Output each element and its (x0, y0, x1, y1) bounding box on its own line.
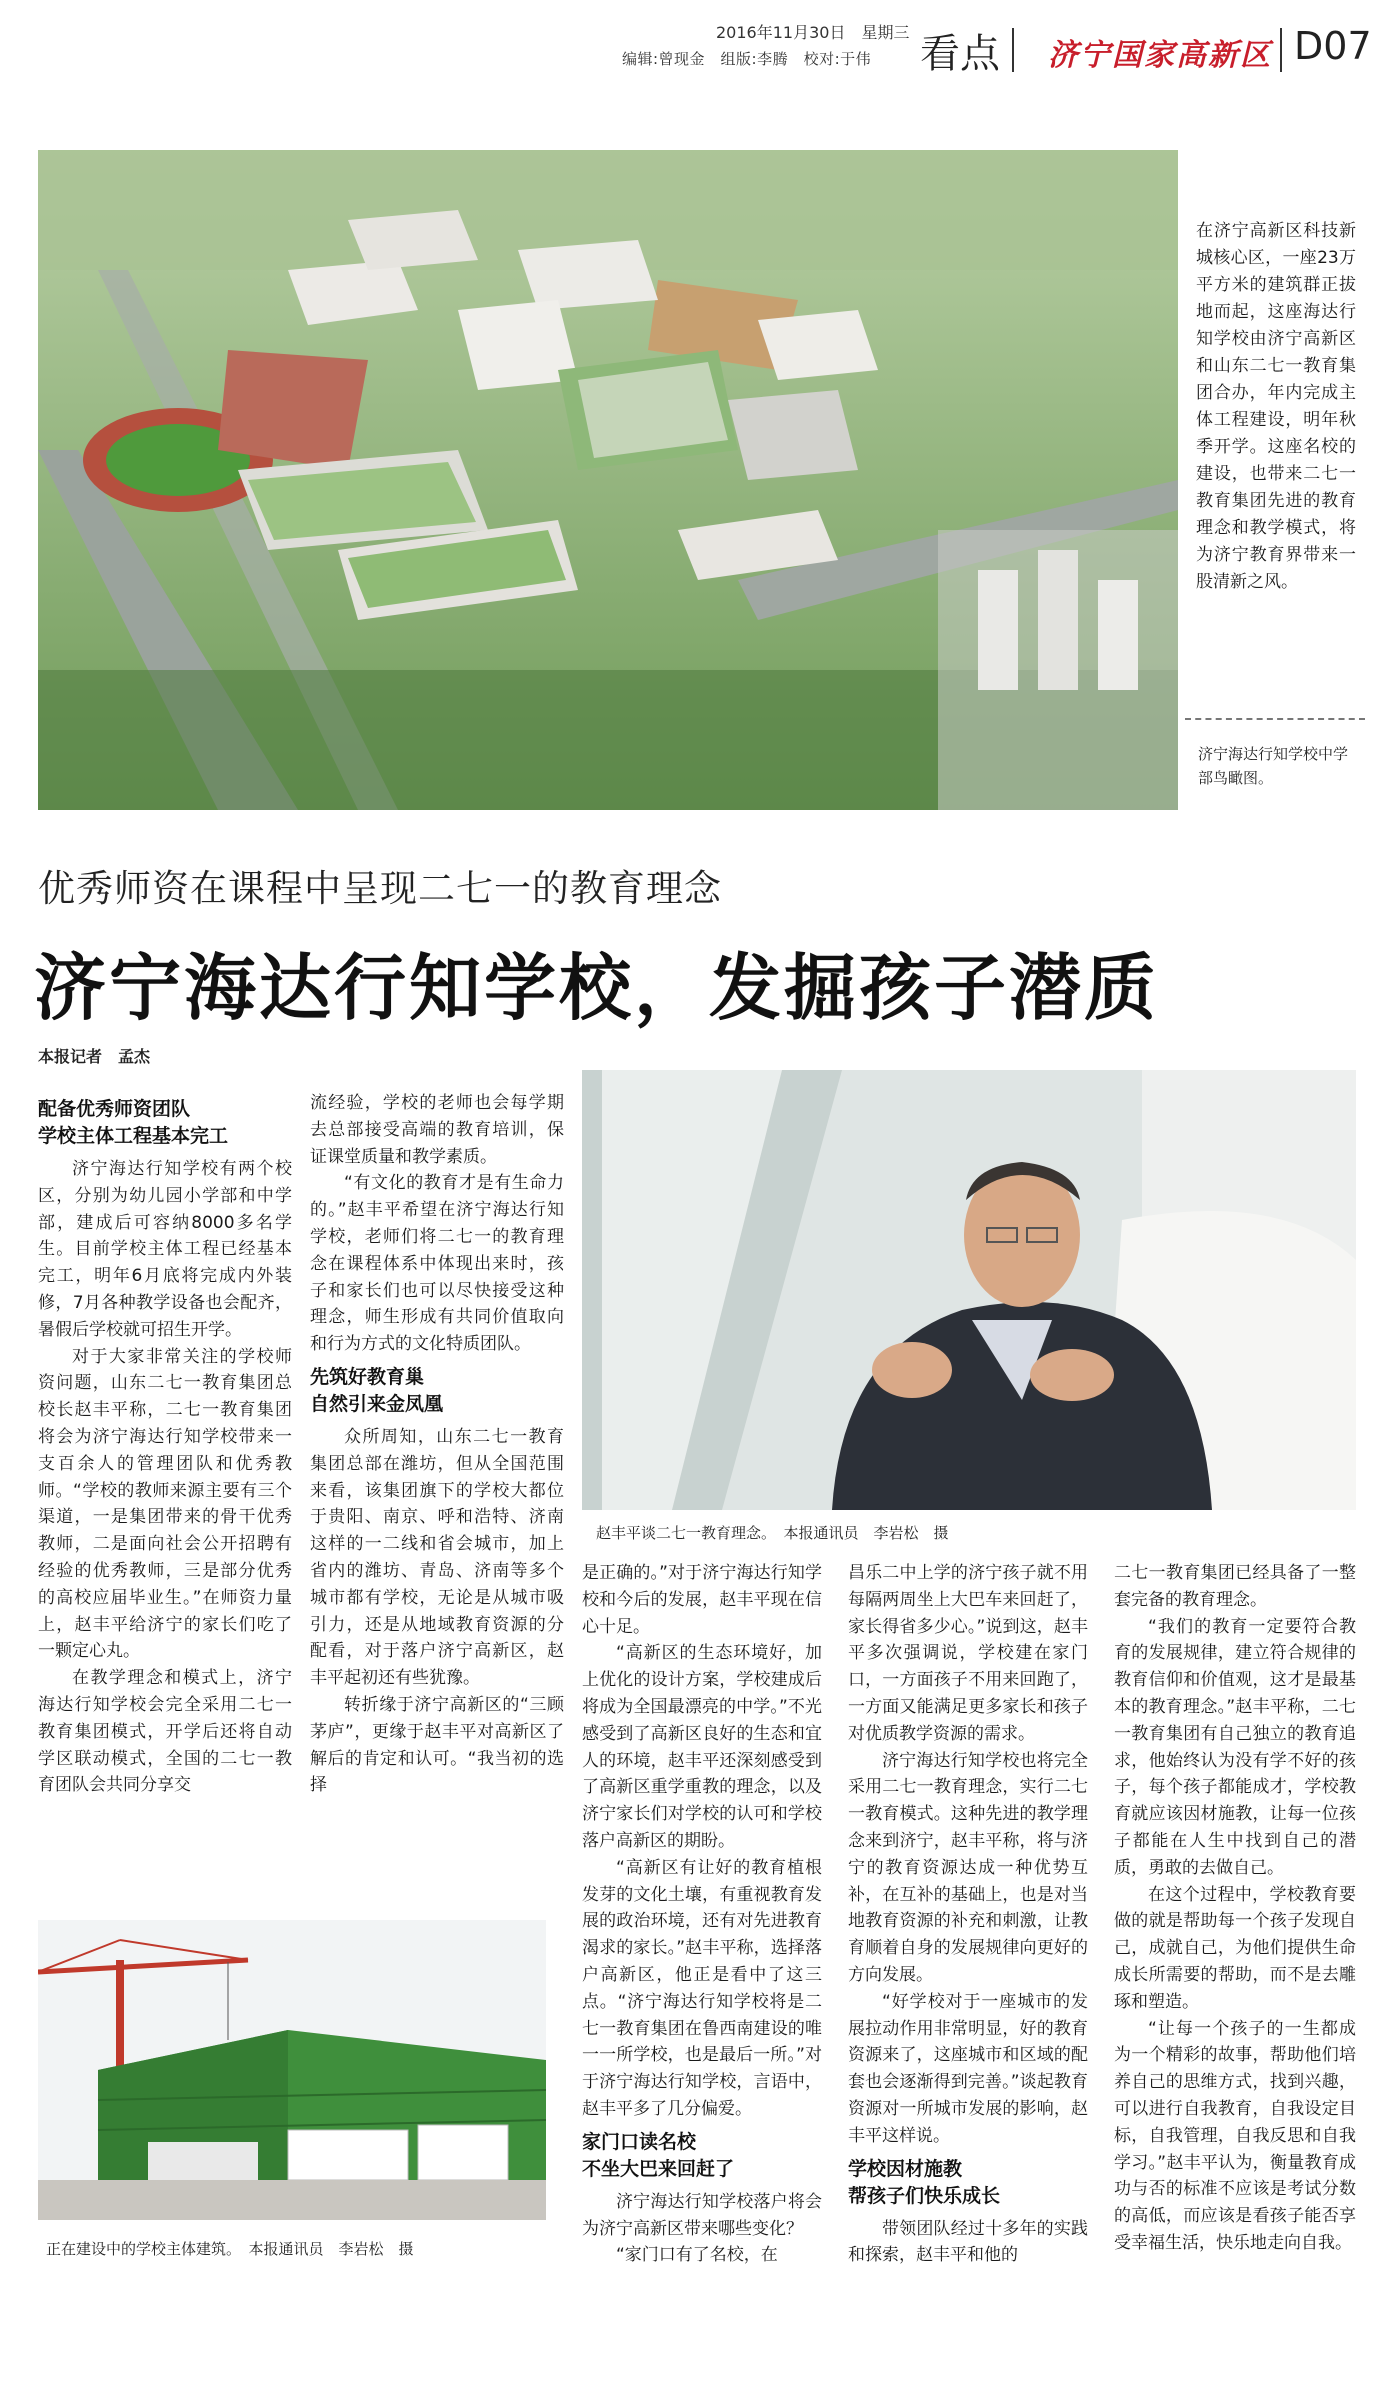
paragraph: 转折缘于济宁高新区的“三顾茅庐”，更缘于赵丰平对高新区了解后的肯定和认可。“我当初的选择 (310, 1694, 564, 1796)
article-kicker: 优秀师资在课程中呈现二七一的教育理念 (38, 867, 722, 910)
paragraph: “我们的教育一定要符合教育的发展规律，建立符合规律的教育信仰和价值观，这才是最基本的教育理念。”赵丰平称，二七一教育集团有自己独立的教育追求，他始终认为没有学不好的孩子，每个孩子都能成才，学校教育就应该因材施教，让每一位孩子都能在人生中找到自己的潜质，勇敢的去做自己。 (1114, 1616, 1356, 1878)
paragraph: 济宁海达行知学校落户将会为济宁高新区带来哪些变化？ (582, 2191, 822, 2239)
paragraph: “好学校对于一座城市的发展拉动作用非常明显，好的教育资源来了，这座城市和区域的配套也会逐渐得到完善。”谈起教育资源对一所城市发展的影响，赵丰平这样说。 (848, 1991, 1088, 2146)
portrait-photo-caption: 赵丰平谈二七一教育理念。 本报通讯员 李岩松 摄 (596, 1524, 949, 1542)
lead-paragraph: 在济宁高新区科技新城核心区，一座23万平方米的建筑群正拔地而起，这座海达行知学校由济宁高新区和山东二七一教育集团合办，年内完成主体工程建设，明年秋季开学。这座名校的建设，也带来二七一教育集团先进的教育理念和教学模式，将为济宁教育界带来一股清新之风。 (1196, 221, 1356, 592)
portrait-photo (582, 1070, 1356, 1510)
subheading: 自然引来金凤凰 (310, 1392, 444, 1415)
paragraph: 二七一教育集团已经具备了一整套完备的教育理念。 (1114, 1563, 1356, 1610)
caption-divider (1185, 718, 1365, 720)
text-column-3 (582, 1560, 822, 2269)
subheading: 配备优秀师资团队 (38, 1098, 191, 1120)
text-column-4 (848, 1560, 1088, 2269)
paragraph: 昌乐二中上学的济宁孩子就不用每隔两周坐上大巴车来回赶了，家长得省多少心。”说到这，赵丰平多次强调说，学校建在家门口，一方面孩子不用来回跑了，一方面又能满足更多家长和孩子对优质教学资源的需求。 (848, 1563, 1088, 1744)
subheading: 帮孩子们快乐成长 (848, 2184, 1001, 2207)
paragraph: 对于大家非常关注的学校师资问题，山东二七一教育集团总校长赵丰平称，二七一教育集团将会为济宁海达行知学校带来一支百余人的管理团队和优秀教师。“学校的教师来源主要有三个渠道，一是集团带来的骨干优秀教师，二是面向社会公开招聘有经验的优秀教师，三是部分优秀的高校应届毕业生。”在师资力量上，赵丰平给济宁的家长们吃了一颗定心丸。 (38, 1346, 292, 1662)
subheading: 先筑好教育巢 (310, 1365, 425, 1388)
subheading: 学校主体工程基本完工 (38, 1125, 229, 1147)
subheading: 学校因材施教 (848, 2157, 963, 2180)
text-column-2 (310, 1090, 564, 1799)
paragraph: “高新区的生态环境好，加上优化的设计方案，学校建成后将成为全国最漂亮的中学。”不光感受到了高新区良好的生态和宜人的环境，赵丰平还深刻感受到了高新区重学重教的理念，以及济宁家长们对学校的认可和学校落户高新区的期盼。 (582, 1643, 822, 1851)
paragraph: 带领团队经过十多年的实践和探索，赵丰平和他的 (848, 2218, 1088, 2266)
section-title: 看点 (920, 31, 1000, 77)
aerial-campus-photo (38, 150, 1178, 810)
paragraph: 济宁海达行知学校有两个校区，分别为幼儿园小学部和中学部，建成后可容纳8000多名学生。目前学校主体工程已经基本完工，明年6月底将完成内外装修，7月各种教学设备也会配齐，暑假后学校就可招生开学。 (38, 1159, 292, 1340)
masthead-divider (1280, 28, 1282, 72)
text-column-1 (38, 1090, 292, 1799)
article-headline: 济宁海达行知学校，发掘孩子潜质 (34, 946, 1160, 1030)
paragraph: 在这个过程中，学校教育要做的就是帮助每一个孩子发现自己，成就自己，为他们提供生命成长所需要的帮助，而不是去雕琢和塑造。 (1114, 1884, 1356, 2012)
aerial-photo-caption: 济宁海达行知学校中学部鸟瞰图。 (1198, 745, 1349, 787)
construction-photo (38, 1920, 546, 2220)
brand-logo: 济宁国家高新区 (1048, 38, 1272, 73)
subheading: 不坐大巴来回赶了 (582, 2157, 735, 2180)
paragraph: “家门口有了名校，在 (616, 2245, 778, 2266)
text-column-5 (1114, 1560, 1356, 2257)
issue-date: 2016年11月30日 星期三 (716, 23, 910, 42)
paragraph: 众所周知，山东二七一教育集团总部在潍坊，但从全国范围来看，该集团旗下的学校大都位于贵阳、南京、呼和浩特、济南这样的一二线和省会城市，加上省内的潍坊、青岛、济南等多个城市都有学校，无论是从城市吸引力，还是从地域教育资源的分配看，对于落户济宁高新区，赵丰平起初还有些犹豫。 (310, 1426, 564, 1689)
paragraph: “有文化的教育才是有生命力的。”赵丰平希望在济宁海达行知学校，老师们将二七一的教育理念在课程体系中体现出来时，孩子和家长们也可以尽快接受这种理念，师生形成有共同价值取向和行为方式的文化特质团队。 (310, 1173, 564, 1355)
paragraph: 流经验，学校的老师也会每学期去总部接受高端的教育培训，保证课堂质量和教学素质。 (310, 1093, 564, 1167)
page-number: D07 (1294, 24, 1372, 68)
paragraph: 是正确的。”对于济宁海达行知学校和今后的发展，赵丰平现在信心十足。 (582, 1563, 822, 1637)
subheading: 家门口读名校 (582, 2130, 697, 2153)
construction-photo-caption: 正在建设中的学校主体建筑。 本报通讯员 李岩松 摄 (46, 2240, 414, 2258)
paragraph: 在教学理念和模式上，济宁海达行知学校会完全采用二七一教育集团模式，开学后还将自动学区联动模式，全国的二七一教育团队会共同分享交 (38, 1668, 292, 1796)
editor-credits: 编辑:曾现金 组版:李腾 校对:于伟 (622, 50, 872, 68)
masthead-divider (1012, 28, 1014, 72)
article-byline: 本报记者 孟杰 (38, 1047, 151, 1066)
paragraph: 济宁海达行知学校也将完全采用二七一教育理念，实行二七一教育模式。这种先进的教学理念来到济宁，赵丰平称，将与济宁的教育资源达成一种优势互补，在互补的基础上，也是对当地教育资源的补充和刺激，让教育顺着自身的发展规律向更好的方向发展。 (848, 1750, 1088, 1985)
paragraph: “让每一个孩子的一生都成为一个精彩的故事，帮助他们培养自己的思维方式，找到兴趣，可以进行自我教育，自我设定目标，自我管理，自我反思和自我学习。”赵丰平认为，衡量教育成功与否的标准不应该是考试分数的高低，而应该是看孩子能否享受幸福生活，快乐地走向自我。 (1114, 2018, 1356, 2253)
paragraph: “高新区有让好的教育植根发芽的文化土壤，有重视教育发展的政治环境，还有对先进教育渴求的家长。”赵丰平称，选择落户高新区，他正是看中了这三点。“济宁海达行知学校将是二七一教育集团在鲁西南建设的唯一一所学校，也是最后一所。”对于济宁海达行知学校，言语中，赵丰平多了几分偏爱。 (582, 1857, 822, 2119)
